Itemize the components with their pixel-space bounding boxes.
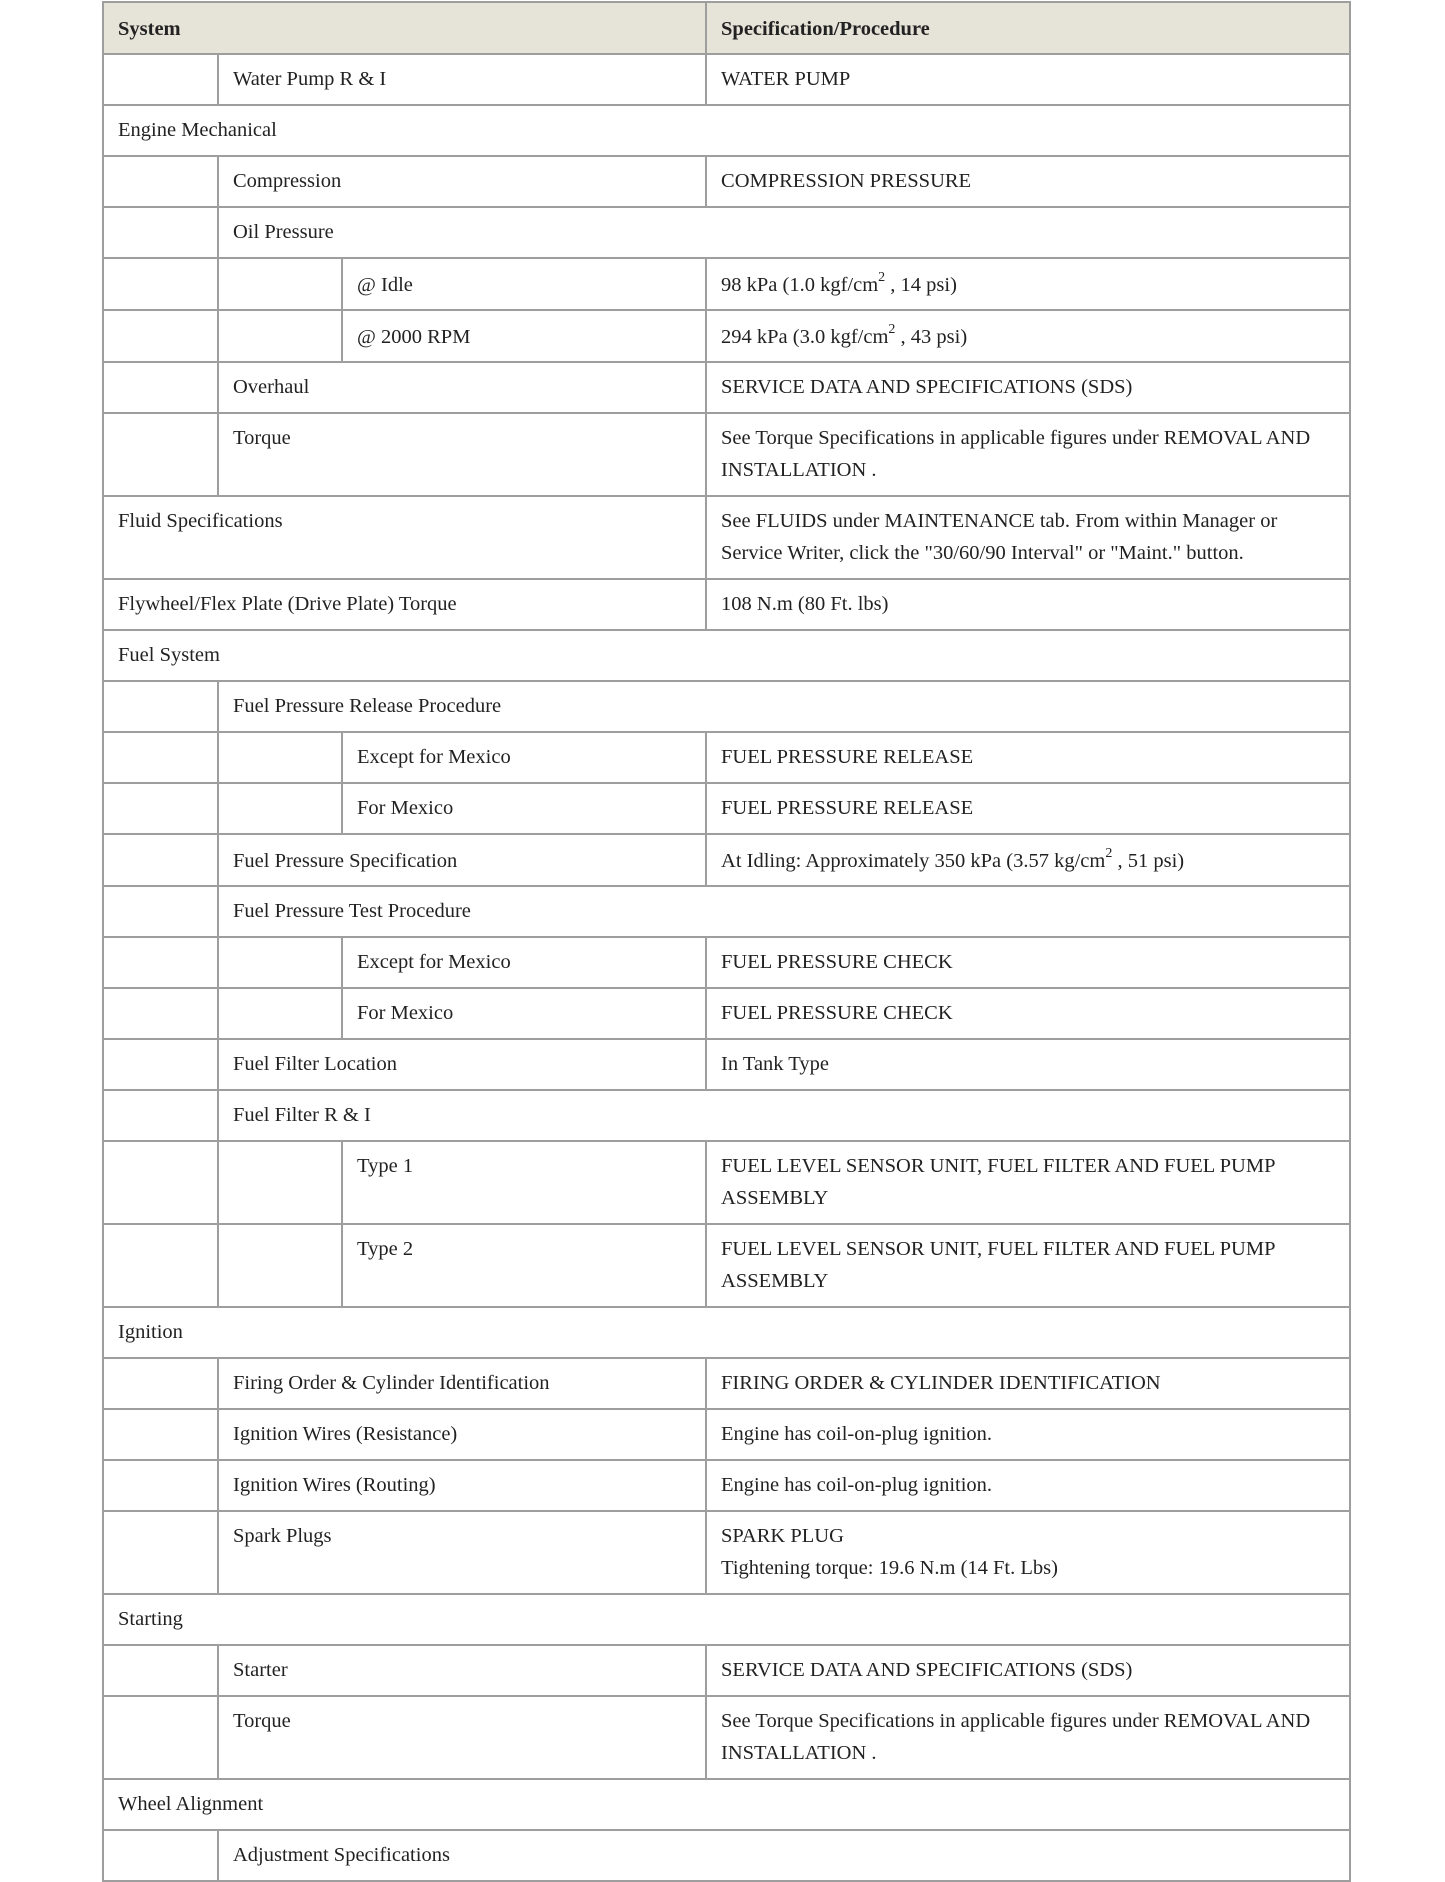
section-row: [103, 105, 1350, 156]
superscript: 2: [878, 270, 886, 286]
spec-cell: WATER PUMP: [706, 54, 1350, 105]
subsection-row: [103, 886, 1350, 937]
section-row: [103, 1307, 1350, 1358]
indent-cell: [103, 258, 218, 310]
section-heading: Fuel System: [103, 630, 1350, 681]
spec-cell: FUEL PRESSURE RELEASE: [706, 783, 1350, 834]
table-row: [103, 783, 1350, 834]
spec-cell: See Torque Specifications in applicable figures under REMOVAL AND INSTALLATION .: [706, 1696, 1350, 1779]
table-row: [103, 1645, 1350, 1696]
indent-cell: [218, 1224, 342, 1307]
indent-cell: [103, 988, 218, 1039]
table-row: [103, 988, 1350, 1039]
spec-text: , 14 psi): [885, 274, 957, 296]
indent-cell: [103, 1830, 218, 1881]
indent-cell: [103, 1645, 218, 1696]
table-row: [103, 1224, 1350, 1307]
indent-cell: [218, 988, 342, 1039]
subsection-row: [103, 1830, 1350, 1881]
system-cell: Starter: [218, 1645, 706, 1696]
subsection-heading: Adjustment Specifications: [218, 1830, 1350, 1881]
indent-cell: [103, 1224, 218, 1307]
system-cell: Firing Order & Cylinder Identification: [218, 1358, 706, 1409]
indent-cell: [218, 310, 342, 362]
section-heading: Starting: [103, 1594, 1350, 1645]
specification-table: [102, 1, 1351, 1882]
system-cell: Torque: [218, 413, 706, 496]
spec-cell: [706, 310, 1350, 362]
system-cell: @ Idle: [342, 258, 706, 310]
section-heading: Engine Mechanical: [103, 105, 1350, 156]
system-cell: Overhaul: [218, 362, 706, 413]
indent-cell: [103, 937, 218, 988]
spec-text: At Idling: Approximately 350 kPa (3.57 kg/cm: [721, 850, 1106, 872]
system-cell: Ignition Wires (Routing): [218, 1460, 706, 1511]
table-row: [103, 258, 1350, 310]
spec-cell: In Tank Type: [706, 1039, 1350, 1090]
table-row: [103, 1511, 1350, 1594]
subsection-heading: Fuel Pressure Release Procedure: [218, 681, 1350, 732]
system-cell: Compression: [218, 156, 706, 207]
section-row: [103, 1594, 1350, 1645]
table-row: [103, 937, 1350, 988]
spec-cell: [706, 258, 1350, 310]
table-row: [103, 1696, 1350, 1779]
superscript: 2: [888, 322, 896, 338]
system-cell: Water Pump R & I: [218, 54, 706, 105]
subsection-heading: Oil Pressure: [218, 207, 1350, 258]
table-row: [103, 54, 1350, 105]
indent-cell: [103, 207, 218, 258]
system-cell: Type 2: [342, 1224, 706, 1307]
table-row: [103, 834, 1350, 886]
system-cell: For Mexico: [342, 988, 706, 1039]
table-row: [103, 156, 1350, 207]
table-row: [103, 1141, 1350, 1224]
section-heading: Wheel Alignment: [103, 1779, 1350, 1830]
spec-text: , 51 psi): [1112, 850, 1185, 872]
system-cell: Flywheel/Flex Plate (Drive Plate) Torque: [103, 579, 706, 630]
spec-text: 98 kPa (1.0 kgf/cm: [721, 274, 879, 296]
table-row: [103, 310, 1350, 362]
indent-cell: [103, 1696, 218, 1779]
spec-cell: Engine has coil-on-plug ignition.: [706, 1460, 1350, 1511]
superscript: 2: [1105, 846, 1113, 862]
table-row: [103, 579, 1350, 630]
table-row: [103, 1358, 1350, 1409]
spec-cell: See FLUIDS under MAINTENANCE tab. From within Manager or Service Writer, click the "30/60/90 Interval" or "Maint." button.: [706, 496, 1350, 579]
spec-cell: COMPRESSION PRESSURE: [706, 156, 1350, 207]
table-row: [103, 1460, 1350, 1511]
system-cell: @ 2000 RPM: [342, 310, 706, 362]
column-header-system: System: [103, 2, 706, 54]
spec-cell: FIRING ORDER & CYLINDER IDENTIFICATION: [706, 1358, 1350, 1409]
indent-cell: [103, 732, 218, 783]
indent-cell: [218, 258, 342, 310]
system-cell: Except for Mexico: [342, 937, 706, 988]
indent-cell: [103, 1090, 218, 1141]
indent-cell: [103, 1141, 218, 1224]
spec-cell: FUEL LEVEL SENSOR UNIT, FUEL FILTER AND FUEL PUMP ASSEMBLY: [706, 1224, 1350, 1307]
spec-cell: [706, 1511, 1350, 1594]
table-row: [103, 1039, 1350, 1090]
indent-cell: [103, 1511, 218, 1594]
spec-cell: Engine has coil-on-plug ignition.: [706, 1409, 1350, 1460]
spec-cell: FUEL LEVEL SENSOR UNIT, FUEL FILTER AND FUEL PUMP ASSEMBLY: [706, 1141, 1350, 1224]
indent-cell: [103, 1358, 218, 1409]
indent-cell: [218, 783, 342, 834]
indent-cell: [103, 413, 218, 496]
spec-cell: [706, 834, 1350, 886]
indent-cell: [103, 54, 218, 105]
indent-cell: [103, 1460, 218, 1511]
spec-cell: 108 N.m (80 Ft. lbs): [706, 579, 1350, 630]
system-cell: Fluid Specifications: [103, 496, 706, 579]
subsection-heading: Fuel Pressure Test Procedure: [218, 886, 1350, 937]
spec-text: 294 kPa (3.0 kgf/cm: [721, 326, 889, 348]
table-row: [103, 1409, 1350, 1460]
system-cell: Fuel Pressure Specification: [218, 834, 706, 886]
system-cell: Except for Mexico: [342, 732, 706, 783]
subsection-row: [103, 681, 1350, 732]
spec-cell: FUEL PRESSURE CHECK: [706, 937, 1350, 988]
system-cell: For Mexico: [342, 783, 706, 834]
spec-cell: FUEL PRESSURE CHECK: [706, 988, 1350, 1039]
indent-cell: [103, 362, 218, 413]
spec-line: SPARK PLUG: [721, 1525, 844, 1547]
table-header-row: [103, 2, 1350, 54]
spec-cell: SERVICE DATA AND SPECIFICATIONS (SDS): [706, 362, 1350, 413]
indent-cell: [103, 681, 218, 732]
indent-cell: [218, 732, 342, 783]
indent-cell: [103, 886, 218, 937]
subsection-row: [103, 1090, 1350, 1141]
table-row: [103, 496, 1350, 579]
spec-cell: SERVICE DATA AND SPECIFICATIONS (SDS): [706, 1645, 1350, 1696]
table-row: [103, 732, 1350, 783]
indent-cell: [103, 156, 218, 207]
spec-line: Tightening torque: 19.6 N.m (14 Ft. Lbs): [721, 1557, 1058, 1579]
system-cell: Fuel Filter Location: [218, 1039, 706, 1090]
column-header-specification: Specification/Procedure: [706, 2, 1350, 54]
spec-cell: See Torque Specifications in applicable figures under REMOVAL AND INSTALLATION .: [706, 413, 1350, 496]
indent-cell: [103, 1409, 218, 1460]
indent-cell: [103, 1039, 218, 1090]
subsection-heading: Fuel Filter R & I: [218, 1090, 1350, 1141]
indent-cell: [218, 937, 342, 988]
indent-cell: [103, 310, 218, 362]
system-cell: Type 1: [342, 1141, 706, 1224]
section-row: [103, 1779, 1350, 1830]
spec-cell: FUEL PRESSURE RELEASE: [706, 732, 1350, 783]
system-cell: Spark Plugs: [218, 1511, 706, 1594]
indent-cell: [103, 834, 218, 886]
section-row: [103, 630, 1350, 681]
indent-cell: [103, 783, 218, 834]
system-cell: Ignition Wires (Resistance): [218, 1409, 706, 1460]
table-row: [103, 413, 1350, 496]
subsection-row: [103, 207, 1350, 258]
indent-cell: [218, 1141, 342, 1224]
system-cell: Torque: [218, 1696, 706, 1779]
table-row: [103, 362, 1350, 413]
spec-text: , 43 psi): [895, 326, 968, 348]
section-heading: Ignition: [103, 1307, 1350, 1358]
